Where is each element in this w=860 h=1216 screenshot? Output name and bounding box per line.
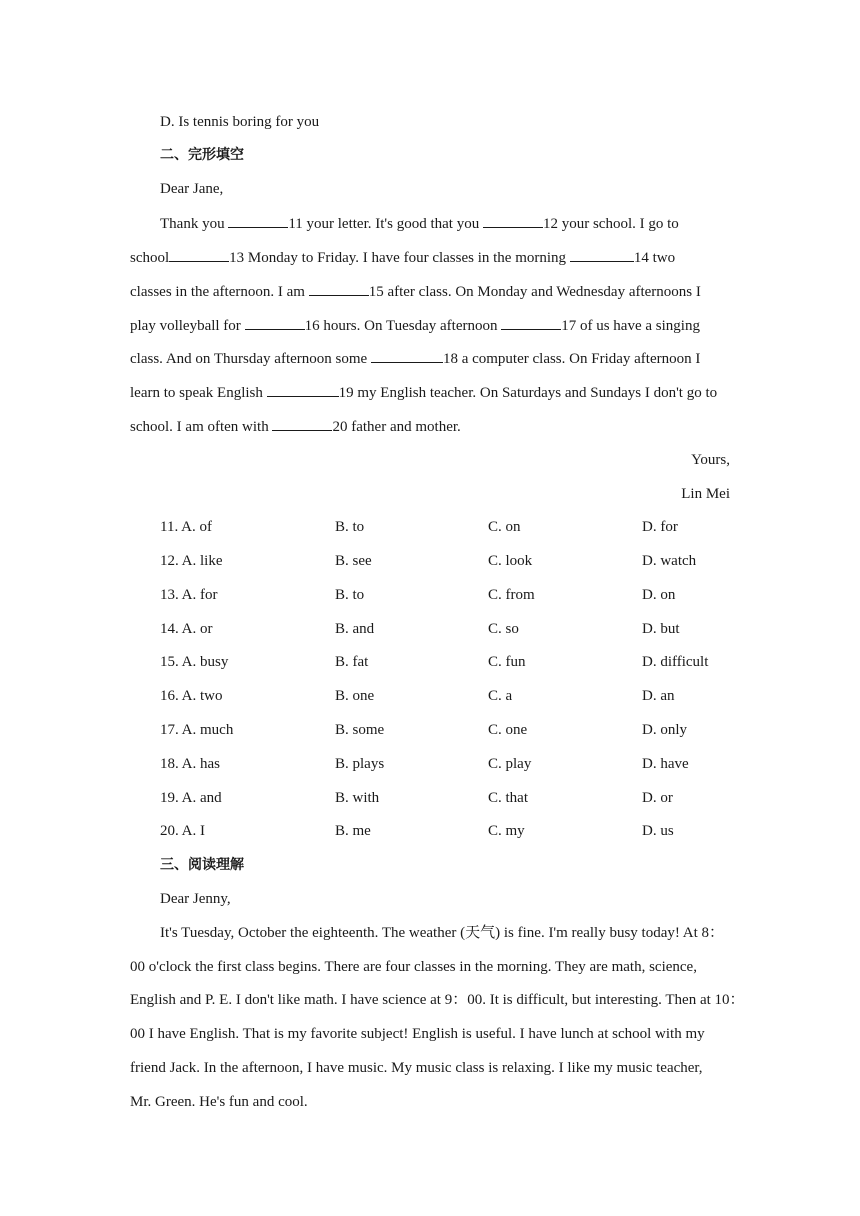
passage-text: 19 my English teacher. On Saturdays and Sundays I don't go to <box>338 385 718 401</box>
blank-13 <box>169 247 229 262</box>
section-heading-cloze: 二、完形填空 <box>160 147 244 163</box>
option-d: D. difficult <box>642 654 709 670</box>
option-c: C. on <box>488 519 521 535</box>
option-c: C. so <box>488 621 519 637</box>
question-row-13 <box>160 585 760 605</box>
passage-line-2 <box>130 247 730 268</box>
option-c: C. one <box>488 722 528 738</box>
option-a: 11. A. of <box>160 519 212 535</box>
passage-text: 11 your letter. It's good that you <box>288 216 483 232</box>
blank-17 <box>501 315 561 330</box>
passage-line-7 <box>130 416 730 437</box>
section-heading-reading: 三、阅读理解 <box>160 857 244 873</box>
question-row-17 <box>160 720 760 740</box>
passage-text: 15 after class. On Monday and Wednesday afternoons I <box>368 284 701 300</box>
question-row-20 <box>160 821 760 841</box>
option-b: B. see <box>335 553 372 569</box>
option-b: B. to <box>335 587 365 603</box>
reading-line-5: friend Jack. In the afternoon, I have music. My music class is relaxing. I like my music teacher, <box>130 1060 703 1076</box>
passage-text: class. And on Thursday afternoon some <box>130 351 371 367</box>
blank-19 <box>267 382 339 397</box>
option-a: 17. A. much <box>160 722 234 738</box>
question-row-19 <box>160 788 760 808</box>
question-row-15 <box>160 652 760 672</box>
option-c: C. look <box>488 553 533 569</box>
option-c: C. my <box>488 823 525 839</box>
blank-15 <box>309 281 369 296</box>
passage-text: 20 father and mother. <box>332 419 461 435</box>
option-a: 20. A. I <box>160 823 205 839</box>
passage-line-6 <box>130 382 730 403</box>
question-row-12 <box>160 551 760 571</box>
option-b: B. plays <box>335 756 385 772</box>
passage-text: 16 hours. On Tuesday afternoon <box>304 318 502 334</box>
reading-greeting: Dear Jenny, <box>160 891 231 907</box>
reading-line-2: 00 o'clock the first class begins. There are four classes in the morning. They are math, science, <box>130 959 697 975</box>
option-d: D. for <box>642 519 678 535</box>
previous-option-d: D. Is tennis boring for you <box>160 114 320 130</box>
option-b: B. and <box>335 621 375 637</box>
option-c: C. that <box>488 790 528 806</box>
letter-closing: Yours, <box>691 452 730 468</box>
blank-12 <box>483 213 543 228</box>
option-d: D. or <box>642 790 673 806</box>
passage-text: play volleyball for <box>130 318 245 334</box>
passage-text: learn to speak English <box>130 385 267 401</box>
option-b: B. me <box>335 823 371 839</box>
option-d: D. but <box>642 621 680 637</box>
option-a: 13. A. for <box>160 587 218 603</box>
option-c: C. a <box>488 688 513 704</box>
passage-text: school <box>130 250 170 266</box>
passage-text: 12 your school. I go to <box>542 216 679 232</box>
question-row-14 <box>160 619 760 639</box>
option-d: D. watch <box>642 553 697 569</box>
option-c: C. from <box>488 587 535 603</box>
option-a: 19. A. and <box>160 790 222 806</box>
option-a: 18. A. has <box>160 756 220 772</box>
passage-text: 18 a computer class. On Friday afternoon I <box>442 351 701 367</box>
option-a: 14. A. or <box>160 621 213 637</box>
option-b: B. fat <box>335 654 369 670</box>
reading-line-3: English and P. E. I don't like math. I have science at 9：00. It is difficult, but interesting. Then at 10： <box>130 992 745 1008</box>
blank-16 <box>245 315 305 330</box>
passage-text: 17 of us have a singing <box>561 318 700 334</box>
passage-text: Thank you <box>160 216 229 232</box>
option-b: B. some <box>335 722 385 738</box>
option-b: B. to <box>335 519 365 535</box>
blank-11 <box>228 213 288 228</box>
reading-line-4: 00 I have English. That is my favorite subject! English is useful. I have lunch at school with my <box>130 1026 705 1042</box>
blank-14 <box>570 247 634 262</box>
option-d: D. us <box>642 823 674 839</box>
option-b: B. with <box>335 790 380 806</box>
passage-line-1 <box>160 213 760 234</box>
question-row-16 <box>160 686 760 706</box>
passage-text: 14 two <box>633 250 676 266</box>
option-d: D. only <box>642 722 687 738</box>
reading-line-1: It's Tuesday, October the eighteenth. The weather (天气) is fine. I'm really busy today! At 8： <box>160 925 725 941</box>
option-d: D. an <box>642 688 675 704</box>
letter-signature: Lin Mei <box>681 486 730 502</box>
option-d: D. have <box>642 756 689 772</box>
option-a: 15. A. busy <box>160 654 229 670</box>
passage-line-3 <box>130 281 730 302</box>
option-a: 12. A. like <box>160 553 223 569</box>
passage-text: school. I am often with <box>130 419 273 435</box>
option-c: C. fun <box>488 654 526 670</box>
passage-text: classes in the afternoon. I am <box>130 284 309 300</box>
question-row-18 <box>160 754 760 774</box>
option-d: D. on <box>642 587 676 603</box>
passage-line-4 <box>130 315 730 336</box>
question-row-11 <box>160 517 760 537</box>
option-b: B. one <box>335 688 375 704</box>
blank-18 <box>371 348 443 363</box>
passage-text: 13 Monday to Friday. I have four classes in the morning <box>229 250 570 266</box>
option-c: C. play <box>488 756 532 772</box>
blank-20 <box>272 416 332 431</box>
reading-line-6: Mr. Green. He's fun and cool. <box>130 1094 308 1110</box>
option-a: 16. A. two <box>160 688 223 704</box>
passage-line-5 <box>130 348 730 369</box>
letter-greeting: Dear Jane, <box>160 181 224 197</box>
